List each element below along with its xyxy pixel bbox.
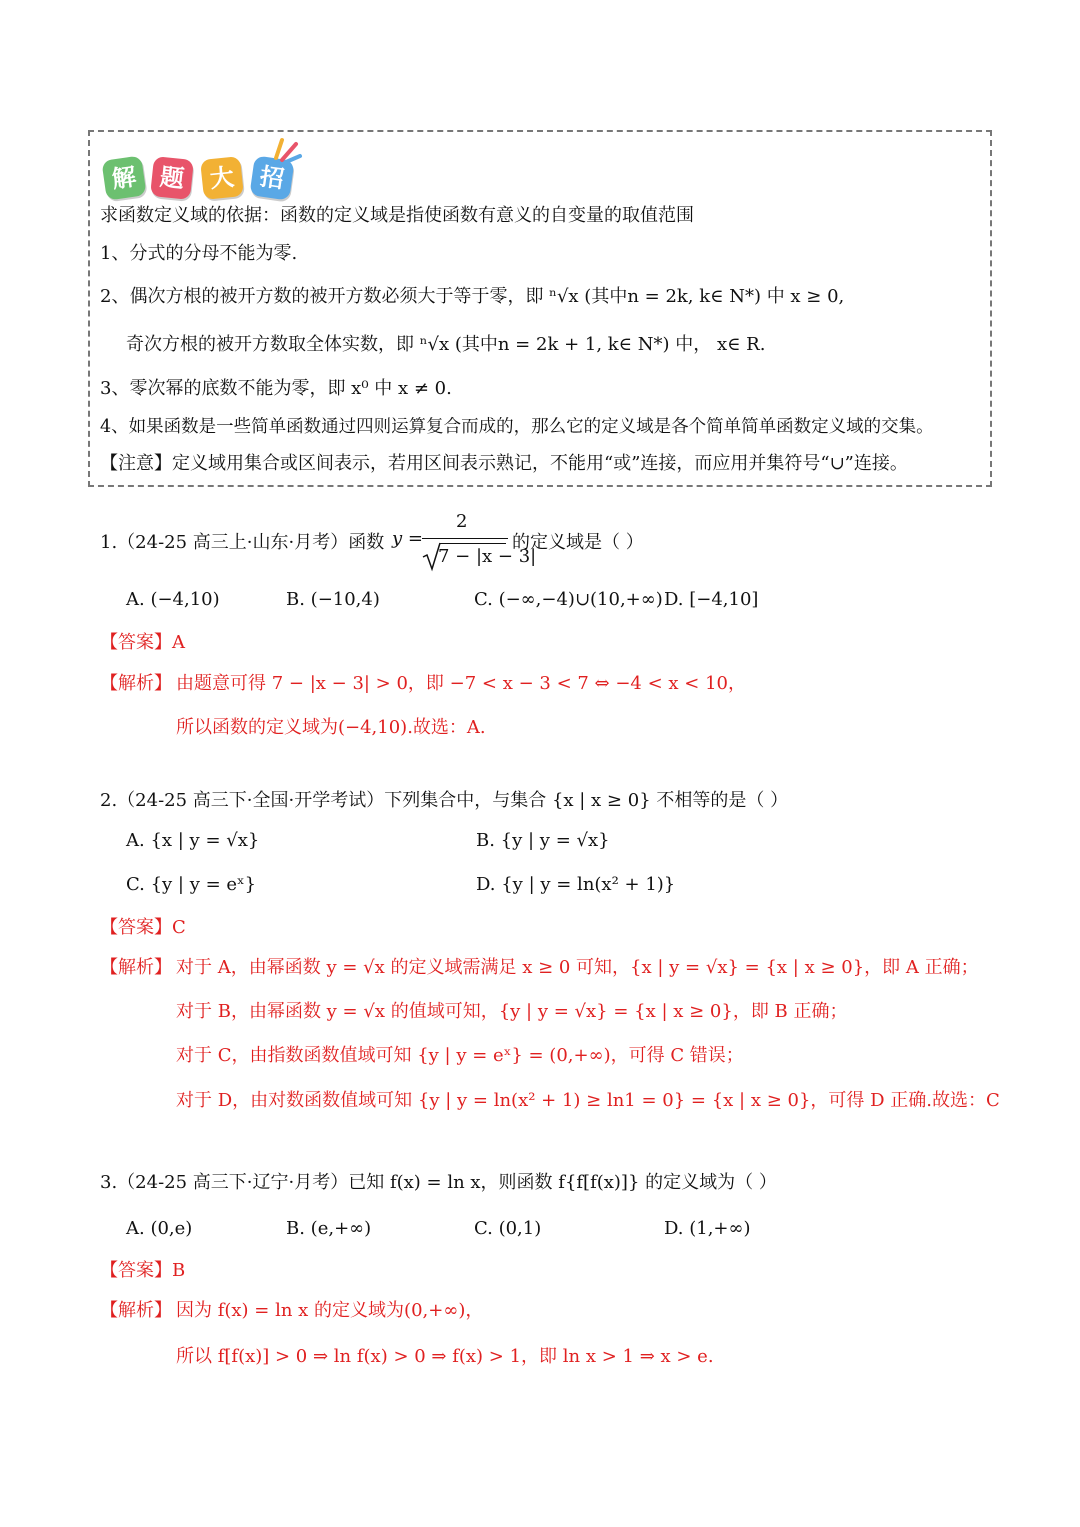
tips-rule2b: 奇次方根的被开方数取全体实数，即 ⁿ√x (其中n = 2k + 1, k∈ N*) 中， x∈ R. [126, 334, 766, 355]
q1-denominator: 7 − |x − 3| [438, 546, 537, 567]
q3-analysis-label: 【解析】 [100, 1300, 172, 1321]
q2-answer: 【答案】C [100, 917, 186, 938]
q1-stem-prefix: 1.（24-25 高三上·山东·月考）函数 [100, 532, 385, 553]
q2-analysis-label: 【解析】 [100, 957, 172, 978]
q3-analysis-2: 所以 f[f(x)] > 0 ⇒ ln f(x) > 0 ⇒ f(x) > 1，即 ln x > 1 ⇒ x > e. [176, 1346, 714, 1367]
q1-func-y: y = [392, 528, 423, 549]
sqrt-overline [440, 543, 506, 544]
q2-option-d[interactable]: D. {y | y = ln(x² + 1)} [476, 874, 676, 895]
badge-zhao: 招 [249, 155, 294, 200]
q3-stem: 3.（24-25 高三下·辽宁·月考）已知 f(x) = ln x，则函数 f{f[f(x)]} 的定义域为（ ） [100, 1172, 777, 1193]
badge-ti: 题 [150, 156, 194, 200]
q1-numerator: 2 [456, 511, 468, 532]
sparkle-icon [272, 134, 302, 164]
tips-note: 【注意】定义域用集合或区间表示，若用区间表示熟记，不能用“或”连接，而应用并集符号“∪”连接。 [100, 453, 908, 474]
fraction-bar [422, 538, 508, 539]
q1-option-c[interactable]: C. (−∞,−4)∪(10,+∞) [474, 589, 663, 610]
q1-option-d[interactable]: D. [−4,10] [664, 589, 759, 610]
q1-analysis-1: 由题意可得 7 − |x − 3| > 0，即 −7 < x − 3 < 7 ⇔ −4 < x < 10， [176, 673, 746, 694]
q3-answer: 【答案】B [100, 1260, 186, 1281]
badge-jie: 解 [101, 155, 146, 200]
tips-rule1: 1、分式的分母不能为零. [100, 243, 298, 264]
tips-rule2a: 2、偶次方根的被开方数的被开方数必须大于等于零，即 ⁿ√x (其中n = 2k, k∈ N*) 中 x ≥ 0, [100, 286, 845, 307]
q3-analysis-1: 因为 f(x) = ln x 的定义域为(0,+∞)， [176, 1300, 484, 1321]
q1-analysis-label: 【解析】 [100, 673, 172, 694]
q1-stem-suffix: 的定义域是（ ） [512, 532, 644, 553]
badge-da: 大 [200, 156, 244, 200]
q2-option-a[interactable]: A. {x | y = √x} [126, 830, 260, 851]
q3-option-b[interactable]: B. (e,+∞) [286, 1218, 372, 1239]
q2-analysis-1: 对于 A，由幂函数 y = √x 的定义域需满足 x ≥ 0 可知，{x | y = √x} = {x | x ≥ 0}，即 A 正确； [176, 957, 979, 978]
q3-option-a[interactable]: A. (0,e) [126, 1218, 193, 1239]
q2-option-c[interactable]: C. {y | y = eˣ} [126, 874, 257, 895]
q2-analysis-4: 对于 D，由对数函数值域可知 {y | y = ln(x² + 1) ≥ ln1 = 0} = {x | x ≥ 0}，可得 D 正确.故选：C [176, 1090, 1000, 1111]
tips-intro: 求函数定义域的依据：函数的定义域是指使函数有意义的自变量的取值范围 [100, 205, 694, 226]
tips-rule4: 4、如果函数是一些简单函数通过四则运算复合而成的，那么它的定义域是各个简单简单函数定义域的交集。 [100, 417, 934, 437]
q1-answer: 【答案】A [100, 632, 185, 653]
q2-analysis-3: 对于 C，由指数函数值域可知 {y | y = eˣ} = (0,+∞)，可得 C 错误； [176, 1045, 744, 1066]
q2-option-b[interactable]: B. {y | y = √x} [476, 830, 610, 851]
q1-option-a[interactable]: A. (−4,10) [126, 589, 220, 610]
q2-stem: 2.（24-25 高三下·全国·开学考试）下列集合中，与集合 {x | x ≥ 0} 不相等的是（ ） [100, 790, 789, 811]
q2-analysis-2: 对于 B，由幂函数 y = √x 的值域可知，{y | y = √x} = {x | x ≥ 0}，即 B 正确； [176, 1001, 848, 1022]
q1-analysis-2: 所以函数的定义域为(−4,10).故选：A. [176, 717, 486, 738]
tips-rule3: 3、零次幂的底数不能为零，即 x⁰ 中 x ≠ 0. [100, 378, 452, 399]
q1-option-b[interactable]: B. (−10,4) [286, 589, 380, 610]
q3-option-c[interactable]: C. (0,1) [474, 1218, 542, 1239]
q3-option-d[interactable]: D. (1,+∞) [664, 1218, 751, 1239]
